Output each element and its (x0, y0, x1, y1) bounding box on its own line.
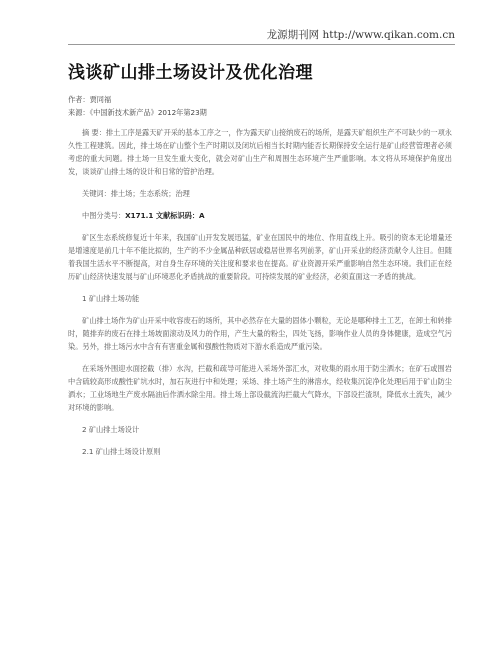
paragraph-drainage: 在采场外围迎水面挖截（排）水沟，拦截和疏导可能进入采场外部汇水，对收集的雨水用于防尘洒水；在矿石或围岩中含硫较高形成酸性矿坑水时，加石灰进行中和处理；采场、排土场产生的淋溶水，经收集沉淀净化处理后用于矿山防尘洒水；工业场地生产废水隔油后作洒水除尘用。排土场上部设截流沟拦截大气降水，下部设拦渣坝，降低水土流失，减少对环境的影响。 (68, 364, 452, 412)
classification (68, 209, 452, 222)
paragraph-function: 矿山排土场作为矿山开采中收容废石的场所，其中必然存在大量的固体小颗粒，无论是哪种排土工艺，在卸土和转排时，随排弃的废石在排土场坡面滚动及风力的作用，产生大量的粉尘，四处飞扬，影响作业人员的身体健康，造成空气污染。另外，排土场污水中含有有害重金属和强酸性物质对下游水系造成严重污染。 (68, 316, 452, 351)
site-header[interactable]: 龙源期刊网 http://www.qikan.com.cn (266, 29, 455, 41)
source-line (68, 106, 452, 119)
keywords: 关键词：排土场；生态系统；治理 (82, 189, 190, 198)
section-heading-2-1: 2.1 矿山排土场设计原则 (82, 447, 161, 456)
article-body (68, 58, 452, 458)
section-heading-1: 1 矿山排土场功能 (82, 294, 140, 303)
source-label: 来源： (68, 108, 90, 117)
abstract: 摘 要：排土工序是露天矿开采的基本工序之一，作为露天矿山接纳废石的场所，是露天矿组织生产不可缺少的一项永久性工程建筑。因此，排土场在矿山整个生产时期以及闭坑后相当长时期内能否长期保持安全运行是矿山经营管理者必须考虑的重大问题。排土场一旦发生重大变化，就会对矿山生产和周围生态环境产生严重影响。本文将从环境保护角度出发，谈谈矿山排土场的设计和日常的管护治理。 (68, 128, 452, 176)
article-title: 浅谈矿山排土场设计及优化治理 (68, 63, 313, 83)
author-label: 作者： (68, 95, 90, 104)
paragraph-intro: 矿区生态系统修复近十年来，我国矿山开发发展迅猛，矿业在国民中的地位、作用直线上升。吸引的资本无论增量还是增速度是前几十年不能比拟的，生产的不少金属品种跃居或稳居世界名列前茅，矿山开采业的经济贡献令人注目。但随着我国生活水平不断提高，对自身生存环境的关注度和要求也在提高。矿业资源开采严重影响自然生态环境。我们正在经历矿山经济快速发展与矿山环境恶化矛盾挑战的重要阶段。可持续发展的矿业经济，必须直面这一矛盾的挑战。 (68, 233, 452, 281)
author-line (68, 93, 452, 106)
section-heading-2: 2 矿山排土场设计 (82, 425, 140, 434)
header-rule (68, 44, 455, 45)
classification-value: X171.1 文献标识码：A (125, 211, 205, 220)
classification-label: 中图分类号： (82, 211, 126, 220)
author-name: 贾同福 (89, 95, 112, 104)
source-name: 《中国新技术新产品》2012年第23期 (89, 108, 207, 117)
